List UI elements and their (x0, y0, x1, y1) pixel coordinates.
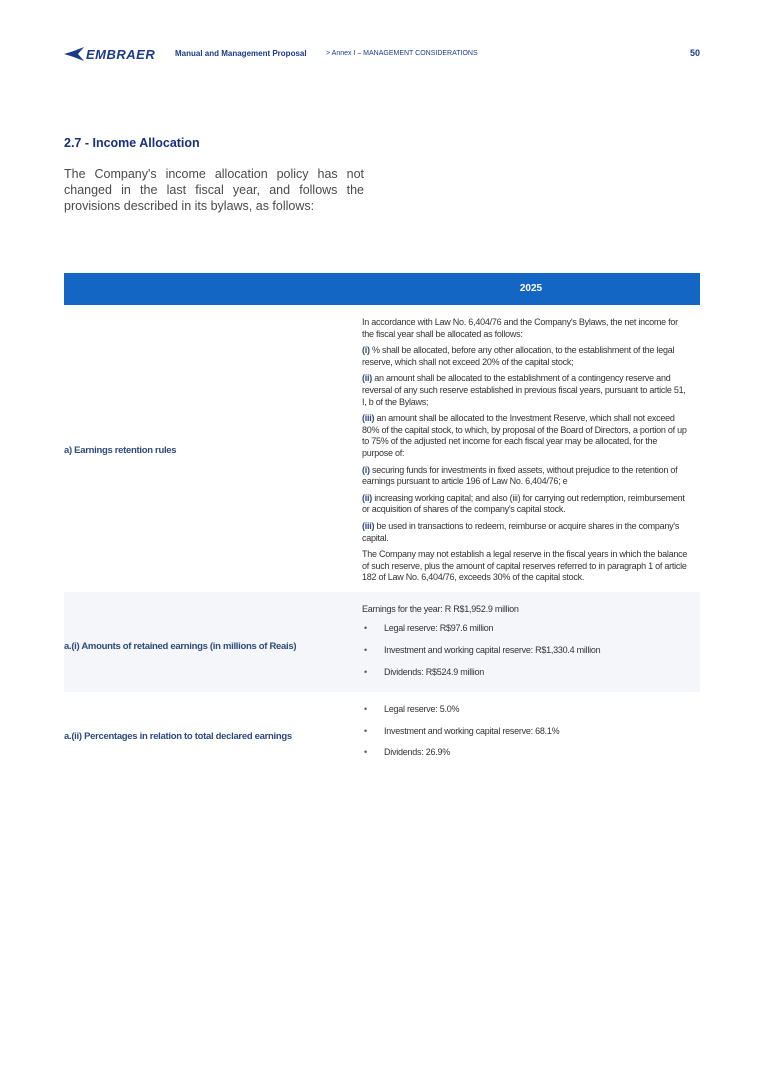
row-content (362, 604, 700, 688)
list-item: • Legal reserve: R$97.6 million (362, 623, 688, 635)
income-allocation-table (64, 273, 700, 773)
row-label: a) Earnings retention rules (64, 444, 177, 456)
row-content (362, 317, 700, 584)
table-row-percentages (64, 692, 700, 773)
page-number: 50 (689, 48, 700, 58)
document-title: Manual and Management Proposal (175, 49, 307, 58)
intro-paragraph: The Company's income allocation policy has not changed in the last fiscal year, and follows the provisions described in its bylaws, as follows: (64, 167, 364, 213)
paragraph: Earnings for the year: R R$1,952.9 million (362, 603, 519, 614)
paragraph: (iii) an amount shall be allocated to the Investment Reserve, which shall not exceed 80% of the capital stock, to which, by proposal of the Board of Directors, a portion of up to 75% of the adjusted net income for each fiscal year may be allocated, for the purpose of: (362, 413, 687, 458)
table-header (64, 273, 700, 305)
list-item: • Legal reserve: 5.0% (362, 704, 688, 716)
paragraph: (ii) an amount shall be allocated to the establishment of a contingency reserve and reversal of any such reserve established in previous fiscal years, pursuant to article 51, I, b of the Bylaws; (362, 373, 686, 407)
year-column-header: 2025 (519, 283, 543, 294)
row-content (362, 704, 700, 769)
bullet-list (362, 704, 688, 759)
breadcrumb: > Annex I – MANAGEMENT CONSIDERATIONS (326, 50, 478, 57)
embraer-wing-icon (64, 47, 84, 61)
embraer-logo (64, 44, 155, 64)
section-title: 2.7 - Income Allocation (64, 136, 200, 150)
row-label: a.(i) Amounts of retained earnings (in millions of Reais) (64, 640, 297, 652)
paragraph: (i) securing funds for investments in fixed assets, without prejudice to the retention of earnings pursuant to article 196 of Law No. 6,404/76; e (362, 464, 678, 487)
page-header (64, 44, 700, 64)
paragraph: The Company may not establish a legal reserve in the fiscal years in which the balance of such reserve, plus the amount of capital reserves referred to in paragraph 1 of article 182 of Law No. 6,404/76, exceeds 30% of the capital stock. (362, 549, 688, 583)
paragraph: In accordance with Law No. 6,404/76 and the Company's Bylaws, the net income for the fiscal year shall be allocated as follows: (362, 317, 678, 339)
paragraph: (ii) increasing working capital; and also (iii) for carrying out redemption, reimbursement or acquisition of shares of the company's capital stock. (362, 492, 685, 515)
table-row-retained-amounts (64, 592, 700, 692)
logo-text: EMBRAER (86, 46, 156, 62)
bullet-list (362, 623, 688, 678)
list-item: • Dividends: 26.9% (362, 747, 688, 759)
paragraph: (i) % shall be allocated, before any other allocation, to the establishment of the legal reserve, which shall not exceed 20% of the capital stock; (362, 345, 675, 367)
list-item: • Investment and working capital reserve: R$1,330.4 million (362, 645, 688, 657)
list-item: • Investment and working capital reserve: 68.1% (362, 726, 688, 738)
paragraph: (iii) be used in transactions to redeem, reimburse or acquire shares in the company's capital. (362, 520, 680, 543)
list-item: • Dividends: R$524.9 million (362, 667, 688, 679)
row-label: a.(ii) Percentages in relation to total declared earnings (64, 731, 292, 743)
table-row-retention-rules (64, 305, 700, 592)
